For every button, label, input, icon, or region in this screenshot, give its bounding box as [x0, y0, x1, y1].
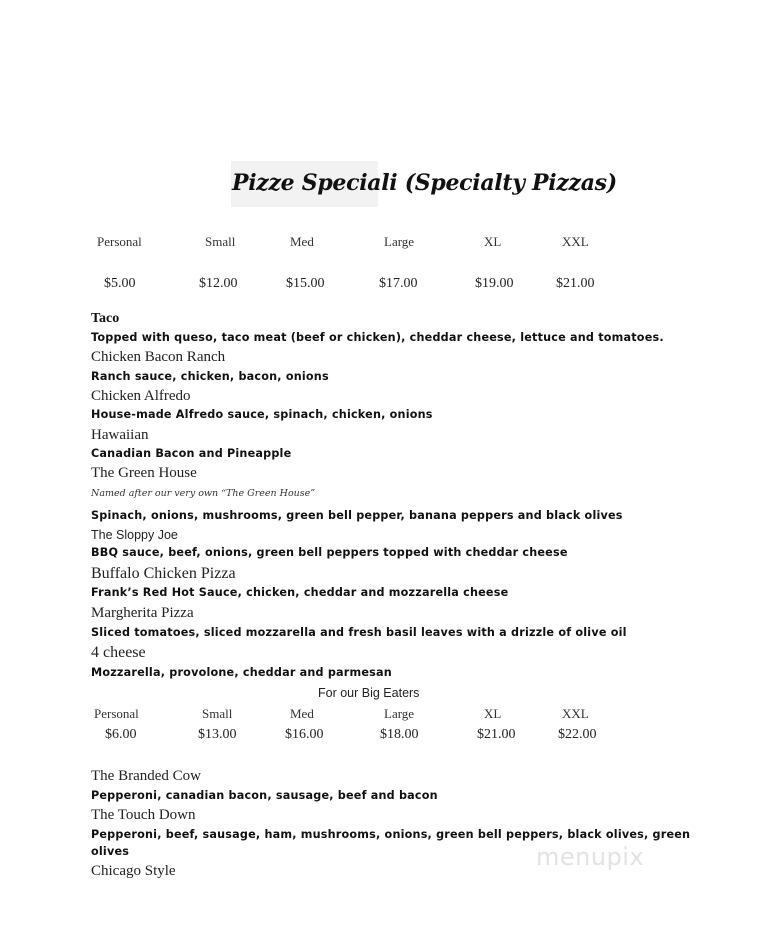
- item-name-taco: Taco: [91, 311, 120, 326]
- item-desc-touch-down: Pepperoni, beef, sausage, ham, mushrooms, onions, green bell peppers, black olives, green: [91, 828, 691, 841]
- item-name-buffalo-chicken: Buffalo Chicken Pizza: [91, 565, 236, 582]
- big-size-label-large: Large: [384, 706, 415, 721]
- item-name-green-house: The Green House: [91, 465, 197, 481]
- item-name-branded-cow: The Branded Cow: [91, 768, 201, 784]
- size-label-small: Small: [205, 234, 236, 249]
- page-title: Pizze Speciali (Specialty Pizzas): [232, 170, 617, 196]
- item-name-hawaiian: Hawaiian: [91, 427, 149, 443]
- watermark-logo: menupix: [536, 843, 645, 871]
- item-desc-chicken-alfredo: House-made Alfredo sauce, spinach, chicken, onions: [91, 408, 433, 421]
- item-name-4-cheese: 4 cheese: [91, 644, 146, 661]
- item-desc-taco: Topped with queso, taco meat (beef or chicken), cheddar cheese, lettuce and tomatoes.: [91, 331, 664, 344]
- item-note-green-house: Named after our very own “The Green House”: [91, 488, 316, 499]
- big-price-small: $13.00: [198, 727, 237, 742]
- item-name-chicken-alfredo: Chicken Alfredo: [91, 388, 191, 404]
- big-price-xxl: $22.00: [558, 727, 597, 742]
- item-desc-buffalo-chicken: Frank’s Red Hot Sauce, chicken, cheddar and mozzarella cheese: [91, 586, 509, 599]
- item-desc-sloppy-joe: BBQ sauce, beef, onions, green bell peppers topped with cheddar cheese: [91, 546, 568, 559]
- price-personal: $5.00: [104, 276, 136, 291]
- big-price-personal: $6.00: [105, 727, 137, 742]
- item-desc-green-house: Spinach, onions, mushrooms, green bell pepper, banana peppers and black olives: [91, 509, 623, 522]
- big-eaters-label: For our Big Eaters: [318, 686, 420, 700]
- item-name-margherita: Margherita Pizza: [91, 605, 194, 621]
- item-desc-chicken-bacon-ranch: Ranch sauce, chicken, bacon, onions: [91, 370, 329, 383]
- price-med: $15.00: [286, 276, 325, 291]
- big-size-label-personal: Personal: [94, 706, 139, 721]
- item-name-chicago-style: Chicago Style: [91, 863, 176, 879]
- big-size-label-xl: XL: [484, 706, 502, 721]
- item-desc-hawaiian: Canadian Bacon and Pineapple: [91, 447, 292, 460]
- size-label-xxl: XXL: [562, 234, 589, 249]
- big-price-large: $18.00: [380, 727, 419, 742]
- price-small: $12.00: [199, 276, 238, 291]
- price-xl: $19.00: [475, 276, 514, 291]
- item-desc-branded-cow: Pepperoni, canadian bacon, sausage, beef and bacon: [91, 789, 438, 802]
- item-desc-touch-down-cont: olives: [91, 845, 130, 858]
- price-large: $17.00: [379, 276, 418, 291]
- size-label-xl: XL: [484, 234, 502, 249]
- size-label-large: Large: [384, 234, 415, 249]
- item-name-touch-down: The Touch Down: [91, 807, 196, 823]
- item-name-chicken-bacon-ranch: Chicken Bacon Ranch: [91, 349, 226, 365]
- big-size-label-med: Med: [290, 706, 314, 721]
- item-desc-4-cheese: Mozzarella, provolone, cheddar and parmesan: [91, 666, 392, 679]
- big-size-label-xxl: XXL: [562, 706, 589, 721]
- item-desc-margherita: Sliced tomatoes, sliced mozzarella and fresh basil leaves with a drizzle of olive oil: [91, 626, 627, 639]
- size-label-med: Med: [290, 234, 314, 249]
- price-xxl: $21.00: [556, 276, 595, 291]
- big-price-xl: $21.00: [477, 727, 516, 742]
- big-price-med: $16.00: [285, 727, 324, 742]
- big-size-label-small: Small: [202, 706, 233, 721]
- size-label-personal: Personal: [97, 234, 142, 249]
- item-name-sloppy-joe: The Sloppy Joe: [91, 528, 178, 542]
